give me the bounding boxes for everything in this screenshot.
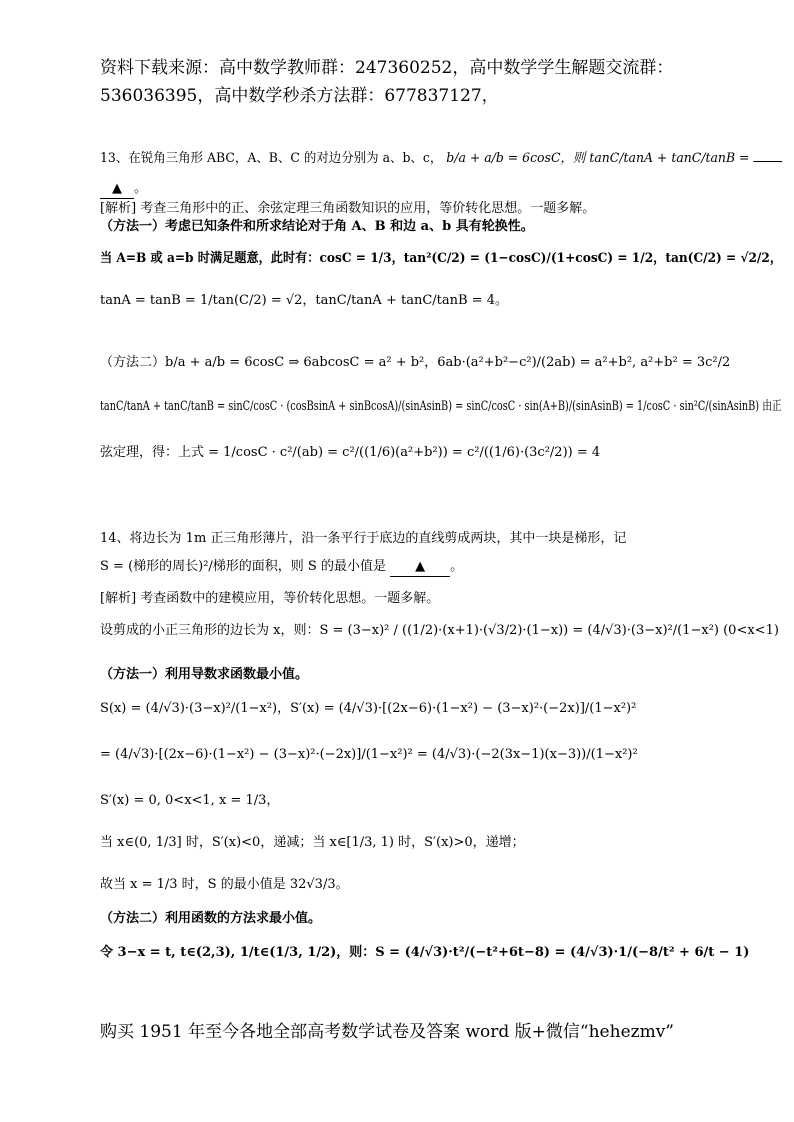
q13-method1-title: （方法一）考虑已知条件和所求结论对于角 A、B 和边 a、b 具有轮换性。 (100, 219, 534, 234)
q14-method1-line4: 当 x∈(0, 1/3] 时，S′(x)<0，递减；当 x∈[1/3, 1) 时，S′(x)>0，递增； (100, 835, 525, 850)
q13-analysis: [解析] 考查三角形中的正、余弦定理三角函数知识的应用，等价转化思想。一题多解。 (100, 201, 596, 216)
q13-method2-line2: tanC/tanA + tanC/tanB = sinC/cosC · (cosBsinA + sinBcosA)/(sinAsinB) = sinC/cosC · sin(A+B)/(sinAsinB) = 1/cosC · sin²C/(sinAsinB) 由正 (100, 399, 782, 414)
q14-method1-line2: = (4/√3)·[(2x−6)·(1−x²) − (3−x)²·(−2x)]/(1−x²)² = (4/√3)·(−2(3x−1)(x−3))/(1−x²)² (100, 747, 638, 762)
q13-answer-blank: ▲ (100, 180, 134, 199)
q14-method1-line5: 故当 x = 1/3 时，S 的最小值是 32√3/3。 (100, 877, 349, 892)
q14-method1-line1: S(x) = (4/√3)·(3−x)²/(1−x²)，S′(x) = (4/√3)·[(2x−6)·(1−x²) − (3−x)²·(−2x)]/(1−x²)² (100, 701, 637, 716)
q13-condition: b/a + a/b = 6cosC，则 tanC/tanA + tanC/tanB = (446, 151, 750, 166)
q14-method2-line1: 令 3−x = t, t∈(2,3), 1/t∈(1/3, 1/2)，则：S = (4/√3)·t²/(−t²+6t−8) = (4/√3)·1/(−8/t² + 6/t − 1) (100, 945, 750, 960)
q13-method2-line1: （方法二）b/a + a/b = 6cosC ⇒ 6abcosC = a² + b²，6ab·(a²+b²−c²)/(2ab) = a²+b², a²+b² = 3c²/2 (100, 355, 731, 370)
footer-ad: 购买 1951 年至今各地全部高考数学试卷及答案 word 版+微信“hehezmv” (100, 1022, 674, 1042)
q13-method1-line2: tanA = tanB = 1/tan(C/2) = √2，tanC/tanA + tanC/tanB = 4。 (100, 293, 508, 308)
header-line-2: 536036395，高中数学秒杀方法群：677837127， (100, 86, 499, 106)
q14-method1-title: （方法一）利用导数求函数最小值。 (100, 667, 309, 682)
q14-setup: 设剪成的小正三角形的边长为 x，则：S = (3−x)² / ((1/2)·(x+1)·(√3/2)·(1−x)) = (4/√3)·(3−x)²/(1−x²) (0<x<1) (100, 623, 779, 638)
q14-method2-title: （方法二）利用函数的方法求最小值。 (100, 911, 322, 926)
q14-stem: 14、将边长为 1m 正三角形薄片，沿一条平行于底边的直线剪成两块，其中一块是梯形，记 (100, 531, 627, 546)
q14-definition-line: S = (梯形的周长)²/梯形的面积，则 S 的最小值是 ▲ 。 (100, 558, 463, 577)
q14-method1-line3: S′(x) = 0, 0<x<1, x = 1/3， (100, 793, 280, 808)
q14-answer-blank: ▲ (390, 558, 450, 577)
q13-method2-line3: 弦定理，得：上式 = 1/cosC · c²/(ab) = c²/((1/6)(a²+b²)) = c²/((1/6)·(3c²/2)) = 4 (100, 445, 601, 460)
q13-blank-line: ▲ 。 (100, 180, 147, 199)
q13-stem: 13、在锐角三角形 ABC，A、B、C 的对边分别为 a、b、c， (100, 151, 443, 166)
q13-stem-line (100, 150, 782, 168)
q14-definition: S = (梯形的周长)²/梯形的面积，则 S 的最小值是 (100, 559, 386, 574)
header-line-1: 资料下载来源：高中数学教师群：247360252，高中数学学生解题交流群： (100, 58, 674, 78)
q13-method1-line1: 当 A=B 或 a=b 时满足题意，此时有：cosC = 1/3，tan²(C/2) = (1−cosC)/(1+cosC) = 1/2，tan(C/2) = √2/2， (100, 251, 783, 266)
q14-analysis: [解析] 考查函数中的建模应用，等价转化思想。一题多解。 (100, 591, 440, 606)
